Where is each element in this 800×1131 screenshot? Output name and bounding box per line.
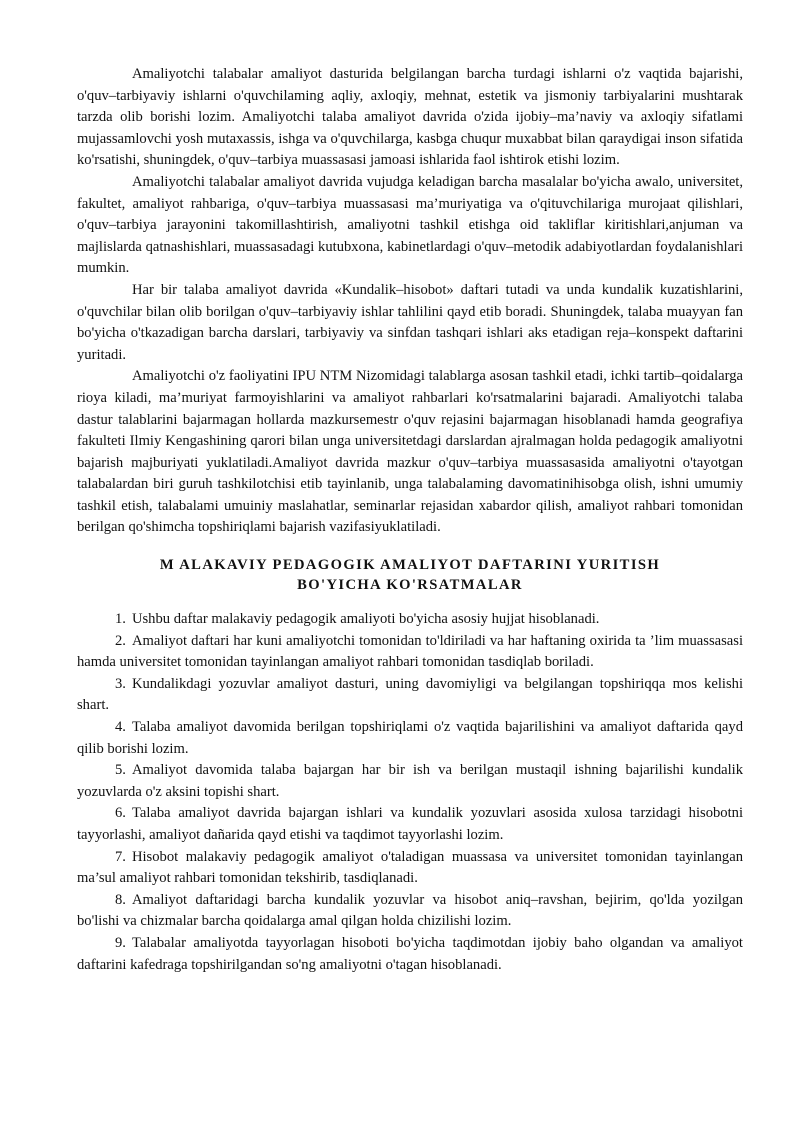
list-item-7 bbox=[77, 847, 743, 890]
list-text: Talaba amaliyot davrida bajargan ishlari va kundalik yozuvlari asosida xulosa tarzidagi hisobotni tayyorlashi, amaliyot dañarida qayd etishi va taqdimot tayyorlashi lozim. bbox=[77, 805, 743, 843]
list-item-1 bbox=[77, 609, 743, 631]
section-heading-line-2: BO'YICHA KO'RSATMALAR bbox=[297, 577, 523, 594]
list-number: 5. bbox=[115, 762, 126, 779]
list-number: 7. bbox=[115, 848, 126, 865]
list-text: Ushbu daftar malakaviy pedagogik amaliyoti bo'yicha asosiy hujjat hisoblanadi. bbox=[131, 611, 600, 628]
list-text: Amaliyot davomida talaba bajargan har bir ish va berilgan mustaqil ishning bajarilishi kundalik yozuvlarda o'z aksini topishi shart. bbox=[77, 762, 743, 800]
list-text: Amaliyot daftaridagi barcha kundalik yozuvlar va hisobot aniq–ravshan, bejirim, qo'lda yozilgan bo'lishi va chizmalar barcha qoidalarga amal qilgan holda chizilishi lozim. bbox=[77, 891, 743, 930]
list-item-6 bbox=[77, 803, 743, 846]
list-item-4 bbox=[77, 717, 743, 760]
list-text: Amaliyot daftari har kuni amaliyotchi tomonidan to'ldiriladi va har haftaning oxirida ta ’lim muassasasi hamda universitet tomonidan tayinlangan amaliyot rahbari tomonidan tasdiqlab boriladi. bbox=[77, 632, 743, 671]
paragraph-2: Amaliyotchi talabalar amaliyot davrida vujudga keladigan barcha masalalar bo'yicha awalo, universitet, fakultet, amaliyot rahbariga, o'quv–tarbiya muassasasi ma’muriyatiga va o'qituvchilariga murojaat qilishlari, o'quv–tarbiya jarayonini takomillashtirish, amaliyotni tashkil etishga oid takliflar kiritishlari,anjuman va majlislarda qatnashishlari, muassasadagi kutubxona, kabinetlardagi o'quv–metodik adabiyotlardan foydalanishlari mumkin. bbox=[77, 173, 743, 277]
list-text: Kundalikdagi yozuvlar amaliyot dasturi, uning davomiyligi va belgilangan topshiriqqa mos kelishi shart. bbox=[77, 675, 743, 714]
list-text: Hisobot malakaviy pedagogik amaliyot o'taladigan muassasa va universitet tomonidan tayinlangan ma’sul amaliyot rahbari tomonidan tekshirib, tasdiqlanadi. bbox=[77, 848, 743, 887]
list-number: 9. bbox=[115, 934, 126, 951]
list-text: Talaba amaliyot davomida berilgan topshiriqlami o'z vaqtida bajarilishini va amaliyot daftarida qayd qilib borishi lozim. bbox=[77, 719, 743, 757]
list-item-2 bbox=[77, 631, 743, 674]
list-number: 4. bbox=[115, 719, 126, 736]
list-number: 3. bbox=[115, 675, 126, 692]
paragraph-3: Har bir talaba amaliyot davrida «Kundalik–hisobot» daftari tutadi va unda kundalik kuzatishlarini, o'quvchilar bilan olib borilgan o'quv–tarbiyaviy ishlar tahlilini qayd etib boradi. Shuningdek, talaba muayyan fan bo'yicha o'tkazadigan barcha darslari, tarbiyaviy va sinfdan tashqari ishlari aks etadigan reja–konspekt daftarini yuritadi. bbox=[77, 281, 743, 363]
section-heading-line-1: M ALAKAVIY PEDAGOGIK AMALIYOT DAFTARINI YURITISH bbox=[159, 557, 661, 574]
list-text: Talabalar amaliyotda tayyorlagan hisoboti bo'yicha taqdimotdan ijobiy baho olgandan va amaliyot daftarini kafedraga topshirilgandan so'ng amaliyotni o'tagan hisoblanadi. bbox=[77, 934, 743, 973]
list-item-5 bbox=[77, 760, 743, 803]
list-number: 1. bbox=[115, 611, 126, 628]
list-item-8 bbox=[77, 890, 743, 933]
document-page bbox=[77, 64, 743, 976]
list-item-9 bbox=[77, 933, 743, 976]
section-heading bbox=[77, 555, 743, 595]
list-number: 2. bbox=[115, 632, 126, 649]
paragraph-1: Amaliyotchi talabalar amaliyot dasturida belgilangan barcha turdagi ishlarni o'z vaqtida bajarishi, o'quv–tarbiyaviy ishlarni o'quvchilaming aqliy, axloqiy, mehnat, estetik va jismoniy tarbiyalarini mushtarak tarzda olib borishi lozim. Amaliyotchi talaba amaliyot davrida o'zida ijobiy–ma’naviy va axloqiy sifatlami mujassamlovchi yosh mutaxassis, ishga va o'quvchilarga, kasbga chuqur muxabbat bilan qaraydigai inson sifatida ko'rsatishi, shuningdek, o'quv–tarbiya muassasasi jamoasi ishlarida faol ishtirok etishi lozim. bbox=[77, 66, 743, 169]
paragraph-4: Amaliyotchi o'z faoliyatini IPU NTM Nizomidagi talablarga asosan tashkil etadi, ichki tartib–qoidalarga rioya kiladi, ma’muriyat farmoyishlarini va amaliyot rahbarlari ko'rsatmalarini bajaradi. Amaliyotchi talaba dastur talablarini bajarmagan hollarda mazkursemestr o'quv rejasini bajarmagan hisoblanadi hamda geografiya fakulteti Ilmiy Kengashining qarori bilan unga universitetdagi darslardan ajralmagan holda pedagogik amaliyotni bajarish majburiyati yuklatiladi.Amaliyot davrida mazkur o'quv–tarbiya muassasasida amaliyotni o'tayotgan talabalardan biri guruh tashkilotchisi etib tayinlanib, unga talabalaming davomatinihisobga olish, ishni umumiy tashkil etish, talabalami umuiniy maslahatlar, seminarlar rejasidan xabardor qilish, amaliyot rahbari tomonidan berilgan qo'shimcha topshiriqlami bajarish vazifasiyuklatiladi. bbox=[77, 368, 743, 536]
list-number: 8. bbox=[115, 891, 126, 908]
list-item-3 bbox=[77, 674, 743, 717]
list-number: 6. bbox=[115, 805, 126, 822]
